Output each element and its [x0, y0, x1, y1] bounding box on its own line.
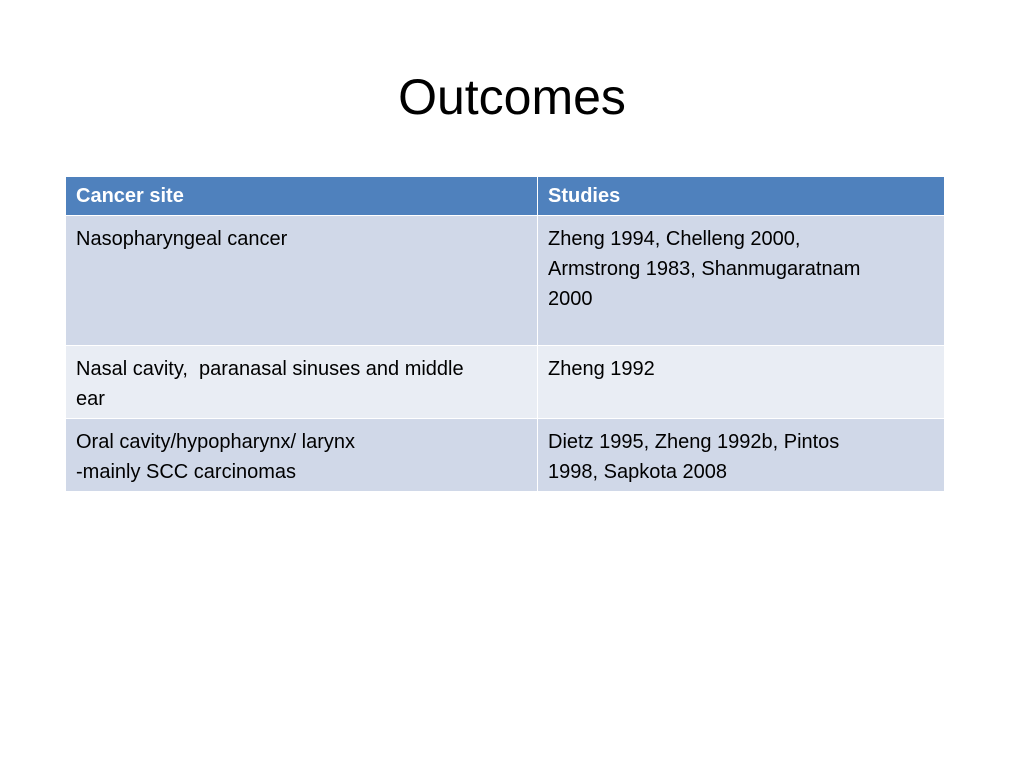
cell-text: Nasal cavity, paranasal sinuses and middle: [76, 358, 464, 380]
table-header-row: [66, 177, 945, 216]
cell-text: ear: [76, 388, 105, 410]
header-studies: Studies: [538, 177, 945, 216]
studies-cell: [538, 216, 945, 346]
cell-text: 2000: [548, 288, 593, 310]
studies-cell: [538, 346, 945, 419]
cell-text: Zheng 1992: [548, 358, 655, 380]
table-row: [66, 216, 945, 346]
cell-text: Armstrong 1983, Shanmugaratnam: [548, 258, 861, 280]
cancer-site-cell: [66, 216, 538, 346]
slide-title: Outcomes: [398, 69, 626, 125]
cell-text: 1998, Sapkota 2008: [548, 461, 728, 483]
table-row: [66, 419, 945, 492]
header-cancer-site: Cancer site: [66, 177, 538, 216]
cell-text: Nasopharyngeal cancer: [76, 228, 288, 250]
cell-text: Dietz 1995, Zheng 1992b, Pintos: [548, 431, 840, 453]
studies-cell: [538, 419, 945, 492]
cell-text: Oral cavity/hypopharynx/ larynx: [76, 431, 356, 453]
cell-text: Zheng 1994, Chelleng 2000,: [548, 228, 801, 250]
cancer-site-cell: [66, 419, 538, 492]
table-row: [66, 346, 945, 419]
outcomes-table: [65, 176, 945, 492]
cancer-site-cell: [66, 346, 538, 419]
cell-text: -mainly SCC carcinomas: [76, 461, 297, 483]
